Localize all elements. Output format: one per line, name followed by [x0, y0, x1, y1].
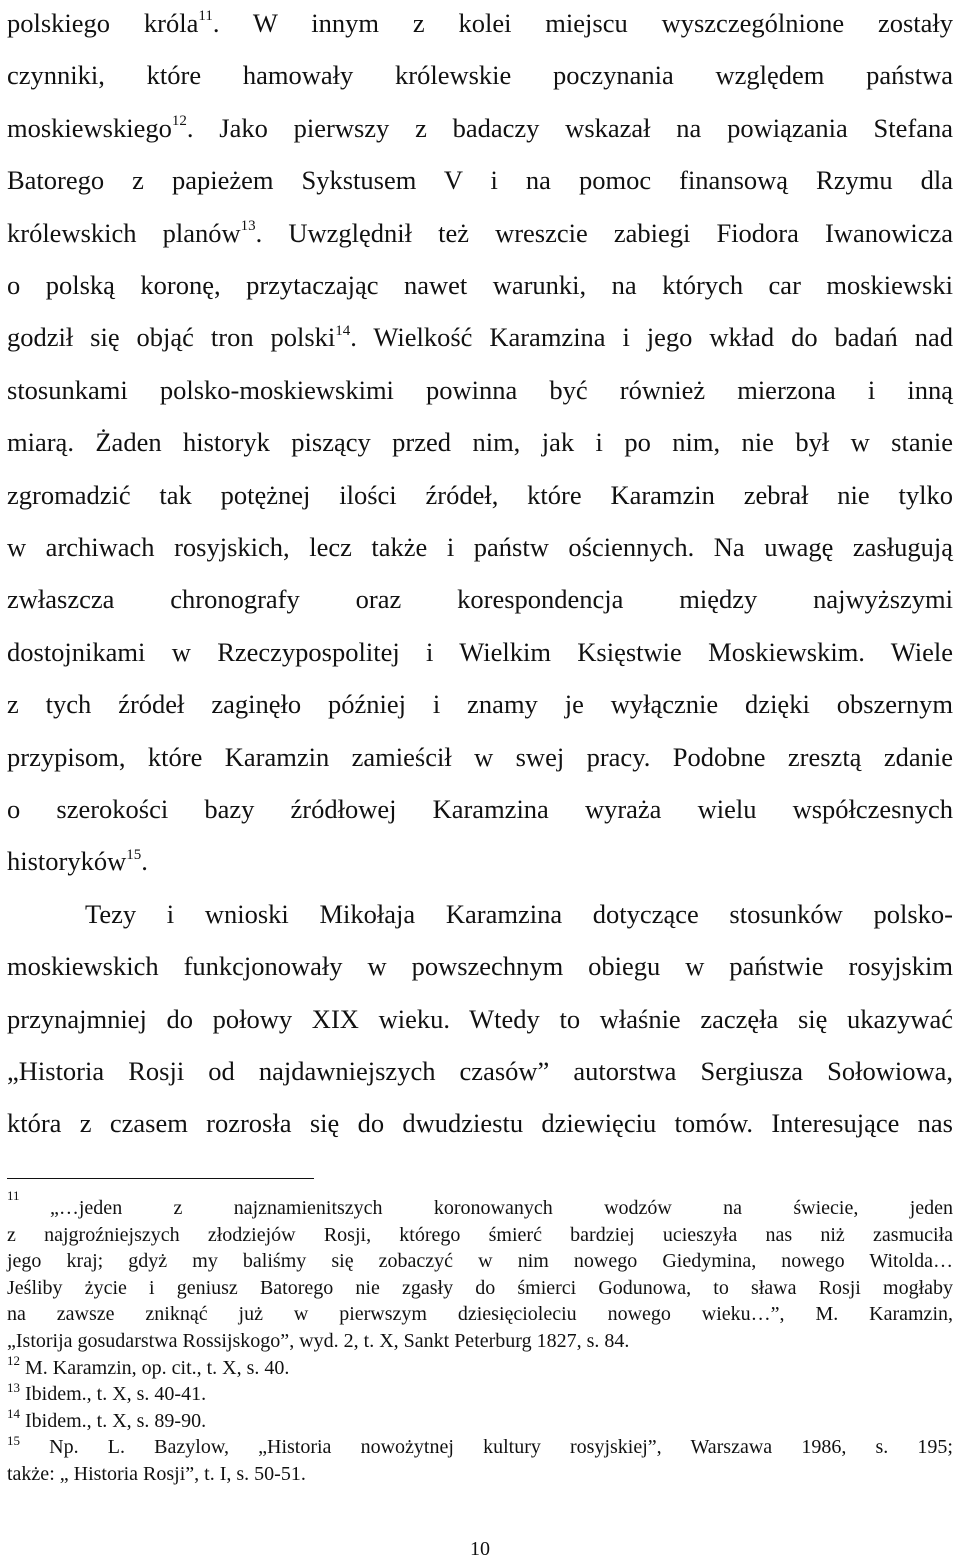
body-line: przynajmniej do połowy XIX wieku. Wtedy to właśnie zaczęła się ukazywać [7, 1003, 953, 1034]
footnote-line: także: „ Historia Rosji”, t. I, s. 50-51. [7, 1463, 306, 1485]
body-line: w archiwach rosyjskich, lecz także i państw ościennych. Na uwagę zasługują [7, 532, 953, 562]
footnote-line: „…jeden z najznamienitszych koronowanych wodzów na świecie, jeden [50, 1197, 953, 1219]
footnote-line: „Istorija gosudarstwa Rossijskogo”, wyd. 2, t. X, Sankt Peterburg 1827, s. 84. [7, 1330, 630, 1352]
body-line: która z czasem rozrosła się do dwudziestu dziewięciu tomów. Interesujące nas [7, 1108, 953, 1139]
footnote-reference: 13 [240, 217, 256, 234]
footnote-line: $^{12}$ M. Karamzin, op. cit., t. X, s. 40. [7, 1352, 290, 1379]
footnote-line: $^{14}$ Ibidem., t. X, s. 89-90. [7, 1406, 207, 1432]
footnote-reference: 11 [198, 8, 213, 25]
footnote-line: $^{15}$ Np. L. Bazylow, „Historia nowożytnej kultury rosyjskiej”, Warszawa 1986, s. 195; [7, 1432, 953, 1459]
body-line: zwłaszcza chronografy oraz korespondencja między najwyższymi [7, 584, 953, 615]
page-number: 10 [470, 1538, 490, 1560]
footnote-separator [7, 1178, 314, 1179]
footnote-reference: 15 [126, 846, 142, 863]
footnote-line: na zawsze zniknąć już w pierwszym dziesięcioleciu nowego wieku…”, M. Karamzin, [7, 1303, 953, 1326]
body-line: „Historia Rosji od najdawniejszych czasów” autorstwa Sergiusza Sołowiowa, [7, 1056, 953, 1086]
body-line: polskiego króla$^{11}$. W innym z kolei miejscu wyszczególnione zostały [7, 8, 954, 38]
body-line: dostojnikami w Rzeczypospolitej i Wielkim Księstwie Moskiewskim. Wiele [7, 636, 953, 667]
footnote-reference: 12 [171, 112, 187, 129]
body-line: czynniki, które hamowały królewskie poczynania względem państwa [7, 60, 953, 91]
body-line: o szerokości bazy źródłowej Karamzina wyraża wielu współczesnych [7, 794, 953, 824]
body-line: historyków$^{15}$. [7, 846, 148, 877]
footnote-reference: 14 [7, 1406, 20, 1422]
footnote-reference: 15 [7, 1432, 20, 1448]
footnote-reference: 13 [7, 1379, 20, 1395]
footnote-reference: 12 [7, 1352, 20, 1368]
body-line: królewskich planów$^{13}$. Uwzględnił też wreszcie zabiegi Fiodora Iwanowicza [7, 217, 953, 248]
body-line: stosunkami polsko-moskiewskimi powinna być również mierzona i inną [7, 374, 953, 405]
body-line: o polską koronę, przytaczając nawet warunki, na których car moskiewski [7, 270, 953, 300]
body-line: moskiewskich funkcjonowały w powszechnym obiegu w państwie rosyjskim [7, 951, 953, 982]
body-line: miarą. Żaden historyk piszący przed nim, jak i po nim, nie był w stanie [7, 427, 953, 458]
footnote-number: 11 [7, 1188, 20, 1203]
body-line: godził się objąć tron polski$^{14}$. Wielkość Karamzina i jego wkład do badań nad [7, 322, 953, 353]
body-line: z tych źródeł zaginęło później i znamy je wyłącznie dzięki obszernym [7, 689, 953, 720]
footnote-reference: 14 [335, 322, 351, 339]
body-line: moskiewskiego$^{12}$. Jako pierwszy z badaczy wskazał na powiązania Stefana [7, 112, 953, 143]
footnote-line: Jeśliby życie i geniusz Batorego nie zgasły do śmierci Godunowa, to sława Rosji mogłaby [7, 1276, 953, 1299]
footnote-line: $^{13}$ Ibidem., t. X, s. 40-41. [7, 1379, 207, 1406]
footnote-line: z najgroźniejszych złodziejów Rosji, którego śmierć bardziej ucieszyła nas niż zasmuciła [7, 1223, 953, 1246]
body-line: Batorego z papieżem Sykstusem V i na pomoc finansową Rzymu dla [7, 165, 953, 196]
footnote-line: jego kraj; gdyż my baliśmy się zobaczyć w nim nowego Giedymina, nowego Witolda… [7, 1250, 953, 1273]
body-line: zgromadzić tak potężnej ilości źródeł, które Karamzin zebrał nie tylko [7, 479, 953, 510]
body-line: Tezy i wnioski Mikołaja Karamzina dotyczące stosunków polsko- [85, 898, 953, 929]
body-line: przypisom, które Karamzin zamieścił w swej pracy. Podobne zresztą zdanie [7, 741, 953, 772]
